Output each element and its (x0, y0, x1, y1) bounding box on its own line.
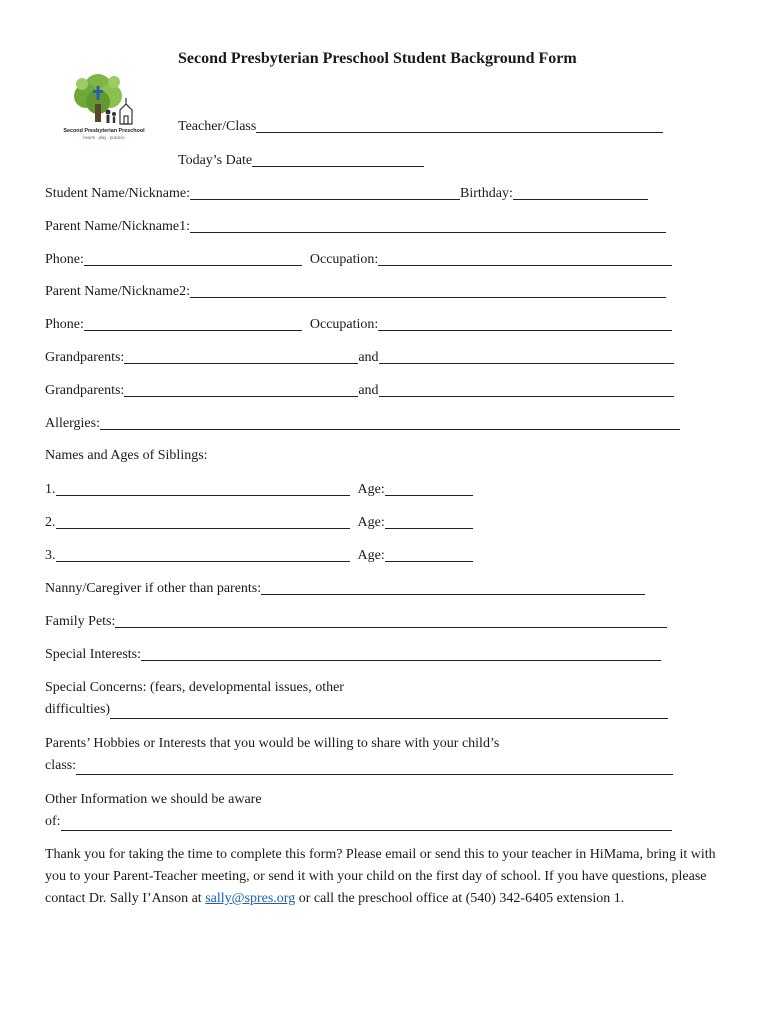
sibling2-age-field[interactable] (385, 514, 473, 529)
siblings-heading (45, 448, 208, 464)
sibling1-name-field[interactable] (56, 481, 350, 496)
sibling3-row (45, 547, 473, 564)
concerns-label-line1: Special Concerns: (fears, developmental issues, other (45, 680, 344, 695)
pets-row (45, 613, 667, 630)
phone1-row (45, 251, 672, 268)
siblings-heading-label: Names and Ages of Siblings: (45, 448, 208, 463)
todays-date-field[interactable] (252, 152, 424, 167)
occupation1-field[interactable] (378, 251, 672, 266)
hobbies-block (45, 733, 695, 777)
nanny-row (45, 580, 645, 597)
grandparents2-field-b[interactable] (379, 382, 674, 397)
allergies-row (45, 415, 680, 432)
parent2-label: Parent Name/Nickname2: (45, 284, 191, 299)
student-name-field[interactable] (190, 185, 460, 200)
sibling3-label: 3. (45, 548, 56, 563)
parent1-field[interactable] (190, 218, 666, 233)
occupation1-label: Occupation: (309, 252, 379, 267)
other-info-label-line2: of: (45, 814, 61, 829)
grandparents2-field-a[interactable] (124, 382, 358, 397)
occupation2-label: Occupation: (309, 317, 379, 332)
phone2-field[interactable] (84, 316, 302, 331)
children-icon (106, 110, 117, 124)
sibling1-label: 1. (45, 482, 56, 497)
sibling1-age-label: Age: (357, 482, 385, 497)
teacher-class-row (178, 118, 663, 135)
parent1-row (45, 218, 666, 235)
phone1-field[interactable] (84, 251, 302, 266)
sibling3-name-field[interactable] (56, 547, 350, 562)
birthday-label: Birthday: (460, 186, 513, 201)
parent1-label: Parent Name/Nickname1: (45, 219, 191, 234)
allergies-field[interactable] (100, 415, 680, 430)
other-info-label-line1: Other Information we should be aware (45, 792, 262, 807)
grandparents1-and: and (358, 350, 379, 365)
pets-label: Family Pets: (45, 614, 116, 629)
grandparents1-label: Grandparents: (45, 350, 125, 365)
grandparents2-label: Grandparents: (45, 383, 125, 398)
student-name-label: Student Name/Nickname: (45, 186, 191, 201)
church-icon (120, 98, 132, 124)
email-link[interactable]: sally@spres.org (205, 891, 296, 906)
hobbies-field[interactable] (76, 760, 673, 775)
form-title: Second Presbyterian Preschool Student Background Form (178, 50, 577, 67)
student-name-row (45, 185, 648, 202)
other-info-block (45, 789, 695, 833)
parent2-row (45, 283, 666, 300)
nanny-field[interactable] (261, 580, 645, 595)
sibling2-row (45, 514, 473, 531)
grandparents1-field-b[interactable] (379, 349, 674, 364)
interests-row (45, 646, 661, 663)
hobbies-label-line1: Parents’ Hobbies or Interests that you would be willing to share with your child’s (45, 736, 500, 751)
occupation2-field[interactable] (378, 316, 672, 331)
grandparents1-row (45, 349, 674, 366)
interests-field[interactable] (141, 646, 661, 661)
thank-you-text-end: or call the preschool office at (540) 342-6405 extension 1. (295, 891, 625, 906)
parent2-field[interactable] (190, 283, 666, 298)
concerns-label-line2: difficulties) (45, 702, 111, 717)
other-info-field[interactable] (61, 816, 672, 831)
svg-text:hearts · play · practice: hearts · play · practice (83, 135, 125, 140)
allergies-label: Allergies: (45, 416, 100, 431)
sibling2-label: 2. (45, 515, 56, 530)
grandparents2-row (45, 382, 674, 399)
hobbies-label-line2: class: (45, 758, 77, 773)
sibling3-age-field[interactable] (385, 547, 473, 562)
grandparents1-field-a[interactable] (124, 349, 358, 364)
sibling1-age-field[interactable] (385, 481, 473, 496)
interests-label: Special Interests: (45, 647, 142, 662)
svg-text:Second Presbyterian Preschool: Second Presbyterian Preschool (63, 128, 145, 134)
phone1-label: Phone: (45, 252, 84, 267)
teacher-class-label: Teacher/Class (178, 119, 257, 134)
preschool-logo (62, 66, 146, 150)
thank-you-paragraph (45, 844, 735, 910)
phone2-row (45, 316, 672, 333)
sibling3-age-label: Age: (357, 548, 385, 563)
sibling2-name-field[interactable] (56, 514, 350, 529)
nanny-label: Nanny/Caregiver if other than parents: (45, 581, 262, 596)
concerns-block (45, 677, 695, 721)
teacher-class-field[interactable] (256, 118, 663, 133)
phone2-label: Phone: (45, 317, 84, 332)
pets-field[interactable] (115, 613, 667, 628)
birthday-field[interactable] (513, 185, 648, 200)
todays-date-label: Today’s Date (178, 153, 253, 168)
thank-you-text: Thank you for taking the time to complete this form? Please email or send this to your teacher in HiMama, bring it with you to your Parent-Teacher meeting, or send it with your child on the first day of school. If you have questions, please contact Dr. Sally I’Anson at (45, 847, 716, 906)
todays-date-row (178, 152, 424, 169)
sibling2-age-label: Age: (357, 515, 385, 530)
concerns-field[interactable] (110, 704, 668, 719)
sibling1-row (45, 481, 473, 498)
grandparents2-and: and (358, 383, 379, 398)
